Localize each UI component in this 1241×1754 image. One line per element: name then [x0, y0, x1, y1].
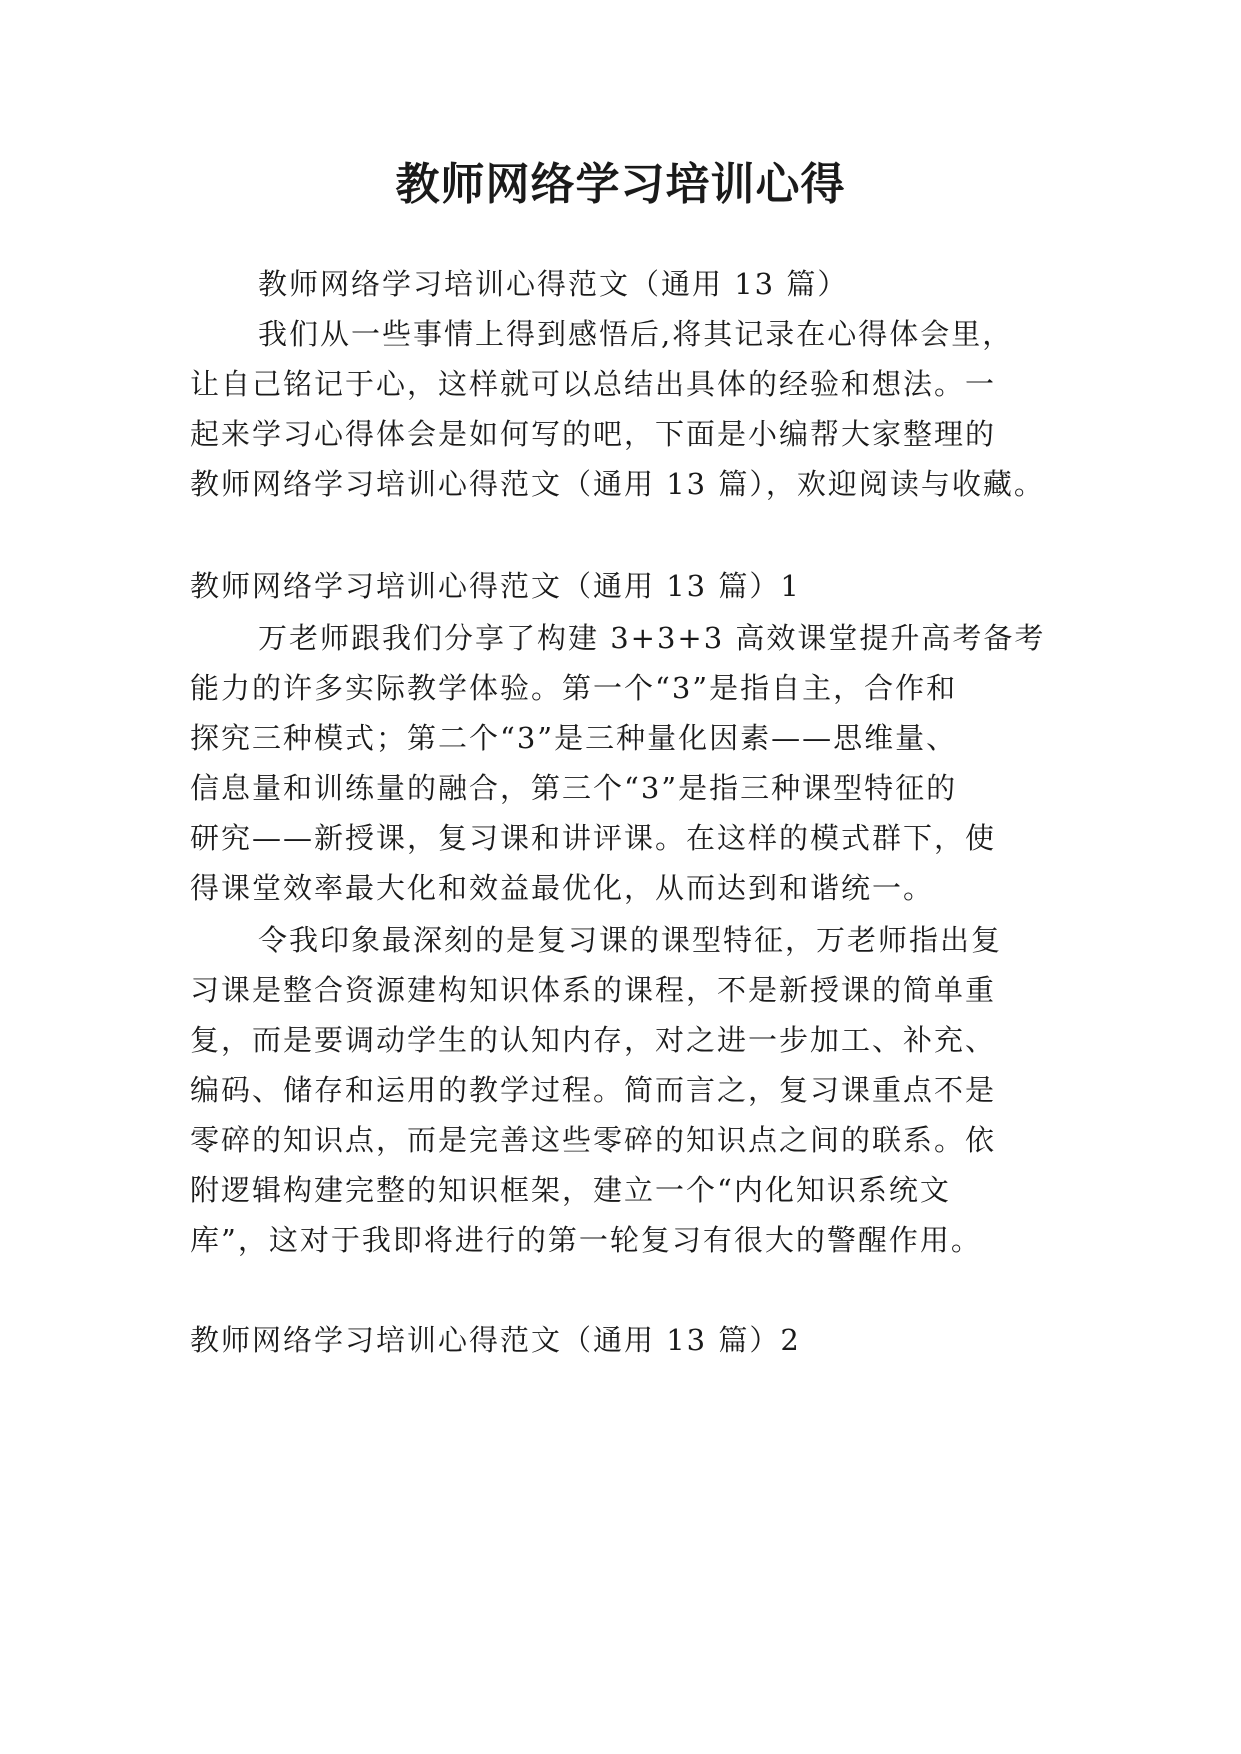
document-title: 教师网络学习培训心得 — [395, 159, 846, 210]
section1-para2-line: 库”，这对于我即将进行的第一轮复习有很大的警醒作用。 — [190, 1223, 982, 1257]
section1-para2-line: 零碎的知识点，而是完善这些零碎的知识点之间的联系。依 — [190, 1123, 997, 1157]
section1-para1-line: 探究三种模式；第二个“3”是三种量化因素——思维量、 — [190, 721, 958, 755]
section1-para2-line: 令我印象最深刻的是复习课的课型特征，万老师指出复 — [258, 923, 1003, 957]
intro-line: 起来学习心得体会是如何写的吧，下面是小编帮大家整理的 — [190, 417, 997, 451]
section1-para1-line: 能力的许多实际教学体验。第一个“3”是指自主，合作和 — [190, 671, 958, 705]
section1-para2-line: 编码、储存和运用的教学过程。简而言之，复习课重点不是 — [190, 1073, 997, 1107]
intro-heading: 教师网络学习培训心得范文（通用 13 篇） — [258, 267, 849, 301]
section1-para1-line: 得课堂效率最大化和效益最优化，从而达到和谐统一。 — [190, 871, 935, 905]
section1-para1-line: 万老师跟我们分享了构建 3+3+3 高效课堂提升高考备考 — [258, 621, 1046, 655]
intro-line: 我们从一些事情上得到感悟后,将其记录在心得体会里， — [258, 317, 1014, 351]
section1-para1-line: 信息量和训练量的融合，第三个“3”是指三种课型特征的 — [190, 771, 958, 805]
section2-heading: 教师网络学习培训心得范文（通用 13 篇）2 — [190, 1323, 801, 1357]
section1-para2-line: 复，而是要调动学生的认知内存，对之进一步加工、补充、 — [190, 1023, 997, 1057]
section1-heading: 教师网络学习培训心得范文（通用 13 篇）1 — [190, 569, 801, 603]
intro-line: 教师网络学习培训心得范文（通用 13 篇），欢迎阅读与收藏。 — [190, 467, 1045, 501]
section1-para1-line: 研究——新授课，复习课和讲评课。在这样的模式群下，使 — [190, 821, 997, 855]
intro-line: 让自己铭记于心，这样就可以总结出具体的经验和想法。一 — [190, 367, 997, 401]
section1-para2-line: 习课是整合资源建构知识体系的课程，不是新授课的简单重 — [190, 973, 997, 1007]
section1-para2-line: 附逻辑构建完整的知识框架，建立一个“内化知识系统文 — [190, 1173, 951, 1207]
